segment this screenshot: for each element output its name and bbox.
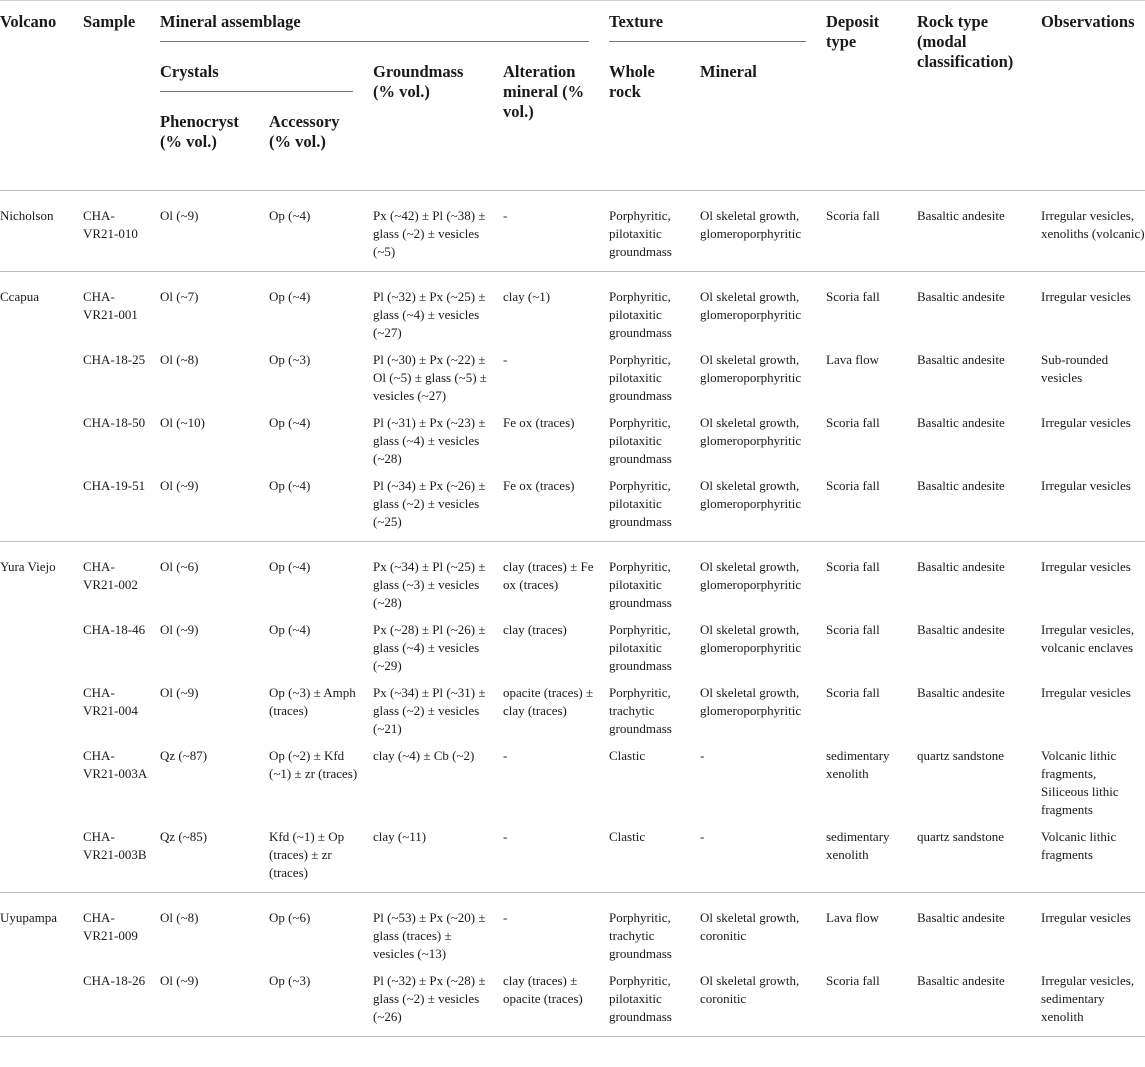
- cell-accessory: Op (~3): [269, 963, 373, 1037]
- cell-whole-rock: Porphyritic, pilotaxitic groundmass: [609, 352, 672, 403]
- header-alteration: Alteration mineral (% vol.): [503, 52, 609, 191]
- cell-mineral: Ol skeletal growth, coronitic: [700, 910, 800, 943]
- cell-whole-rock: Porphyritic, pilotaxitic groundmass: [609, 191, 700, 272]
- cell-phenocryst: Qz (~85): [160, 819, 269, 893]
- cell-groundmass: clay (~4) ± Cb (~2): [373, 748, 475, 763]
- cell-deposit-type: Lava flow: [826, 352, 880, 367]
- cell-phenocryst: Ol (~9): [160, 468, 269, 542]
- cell-whole-rock: Porphyritic, pilotaxitic groundmass: [609, 622, 672, 673]
- cell-groundmass: Pl (~31) ± Px (~23) ± glass (~4) ± vesicles (~28): [373, 415, 486, 466]
- cell-volcano: [0, 342, 83, 405]
- cell-deposit-type: Scoria fall: [826, 559, 880, 574]
- cell-observations: Irregular vesicles: [1041, 559, 1131, 574]
- cell-whole-rock: Porphyritic, pilotaxitic groundmass: [609, 289, 672, 340]
- cell-whole-rock: Porphyritic, pilotaxitic groundmass: [609, 415, 672, 466]
- cell-alteration: clay (traces) ± opacite (traces): [503, 963, 609, 1037]
- header-mineral-assemblage: Mineral assemblage: [160, 2, 609, 52]
- table-row: [0, 468, 1145, 542]
- cell-deposit-type: Scoria fall: [826, 685, 880, 700]
- cell-alteration: Fe ox (traces): [503, 468, 609, 542]
- cell-accessory: Op (~6): [269, 910, 311, 925]
- cell-accessory: Kfd (~1) ± Op (traces) ± zr (traces): [269, 819, 373, 893]
- cell-volcano: [0, 963, 83, 1037]
- cell-mineral: Ol skeletal growth, glomeroporphyritic: [700, 685, 802, 718]
- cell-volcano: Uyupampa: [0, 910, 58, 925]
- cell-sample: CHA-18-50: [83, 415, 146, 430]
- table-row: [0, 675, 1145, 738]
- top-rule: [0, 0, 1145, 1]
- cell-rock-type: Basaltic andesite: [917, 415, 1005, 430]
- cell-sample: CHA-19-51: [83, 468, 160, 542]
- cell-rock-type: Basaltic andesite: [917, 352, 1005, 367]
- cell-rock-type: Basaltic andesite: [917, 289, 1005, 304]
- cell-phenocryst: Ol (~8): [160, 910, 199, 925]
- cell-groundmass: Px (~34) ± Pl (~31) ± glass (~2) ± vesicles (~21): [373, 685, 486, 736]
- cell-groundmass: Pl (~30) ± Px (~22) ± Ol (~5) ± glass (~5) ± vesicles (~27): [373, 352, 487, 403]
- cell-volcano: [0, 612, 83, 675]
- cell-groundmass: Px (~42) ± Pl (~38) ± glass (~2) ± vesicles (~5): [373, 191, 503, 272]
- header-accessory: Accessory (% vol.): [269, 102, 373, 191]
- cell-whole-rock: Porphyritic, pilotaxitic groundmass: [609, 963, 700, 1037]
- cell-alteration: clay (traces) ± Fe ox (traces): [503, 559, 594, 592]
- cell-accessory: Op (~3): [269, 352, 311, 367]
- cell-sample: CHA-18-26: [83, 963, 160, 1037]
- cell-deposit-type: Lava flow: [826, 910, 880, 925]
- cell-observations: Irregular vesicles, xenoliths (volcanic): [1041, 191, 1145, 272]
- cell-rock-type: Basaltic andesite: [917, 468, 1041, 542]
- cell-accessory: Op (~4): [269, 622, 311, 637]
- cell-mineral: Ol skeletal growth, glomeroporphyritic: [700, 352, 802, 385]
- cell-alteration: -: [503, 748, 508, 763]
- cell-phenocryst: Ol (~9): [160, 963, 269, 1037]
- header-groundmass: Groundmass (% vol.): [373, 52, 503, 191]
- cell-alteration: -: [503, 819, 609, 893]
- cell-groundmass: Px (~34) ± Pl (~25) ± glass (~3) ± vesicles (~28): [373, 559, 486, 610]
- cell-rock-type: Basaltic andesite: [917, 559, 1005, 574]
- cell-alteration: Fe ox (traces): [503, 415, 575, 430]
- cell-whole-rock: Clastic: [609, 819, 700, 893]
- cell-volcano: Nicholson: [0, 191, 83, 272]
- cell-deposit-type: Scoria fall: [826, 289, 880, 304]
- cell-sample: CHA-18-46: [83, 622, 146, 637]
- cell-groundmass: Pl (~34) ± Px (~26) ± glass (~2) ± vesicles (~25): [373, 468, 503, 542]
- cell-groundmass: Pl (~32) ± Px (~28) ± glass (~2) ± vesicles (~26): [373, 963, 503, 1037]
- cell-alteration: opacite (traces) ± clay (traces): [503, 685, 594, 718]
- cell-alteration: -: [503, 191, 609, 272]
- cell-accessory: Op (~2) ± Kfd (~1) ± zr (traces): [269, 748, 358, 781]
- cell-rock-type: Basaltic andesite: [917, 622, 1005, 637]
- header-mineral: Mineral: [700, 52, 826, 191]
- cell-accessory: Op (~4): [269, 191, 373, 272]
- cell-volcano: [0, 819, 83, 893]
- header-whole-rock: Whole rock: [609, 52, 700, 191]
- table-row: [0, 738, 1145, 819]
- cell-observations: Volcanic lithic fragments: [1041, 819, 1145, 893]
- cell-volcano: Ccapua: [0, 289, 39, 304]
- cell-mineral: Ol skeletal growth, glomeroporphyritic: [700, 415, 802, 448]
- cell-phenocryst: Ol (~9): [160, 622, 199, 637]
- cell-phenocryst: Ol (~8): [160, 352, 199, 367]
- cell-rock-type: quartz sandstone: [917, 748, 1005, 763]
- table-row: [0, 893, 1145, 964]
- cell-whole-rock: Porphyritic, pilotaxitic groundmass: [609, 468, 700, 542]
- header-rock-type: Rock type (modal classification): [917, 2, 1041, 191]
- cell-mineral: Ol skeletal growth, glomeroporphyritic: [700, 289, 802, 322]
- table-row: [0, 612, 1145, 675]
- cell-alteration: -: [503, 910, 508, 925]
- table-row: [0, 819, 1145, 893]
- cell-deposit-type: Scoria fall: [826, 415, 880, 430]
- cell-sample: CHA-VR21-002: [83, 559, 138, 592]
- cell-groundmass: Pl (~32) ± Px (~25) ± glass (~4) ± vesicles (~27): [373, 289, 486, 340]
- cell-accessory: Op (~3) ± Amph (traces): [269, 685, 356, 718]
- table-row: [0, 963, 1145, 1037]
- cell-deposit-type: sedimentary xenolith: [826, 748, 890, 781]
- cell-mineral: Ol skeletal growth, glomeroporphyritic: [700, 468, 826, 542]
- table-row: [0, 272, 1145, 343]
- cell-sample: CHA-VR21-009: [83, 910, 138, 943]
- header-sample: Sample: [83, 2, 160, 191]
- cell-observations: Irregular vesicles: [1041, 910, 1131, 925]
- cell-mineral: Ol skeletal growth, coronitic: [700, 963, 826, 1037]
- header-deposit-type: Deposit type: [826, 2, 917, 191]
- cell-deposit-type: Scoria fall: [826, 468, 917, 542]
- header-texture: Texture: [609, 2, 826, 52]
- cell-mineral: Ol skeletal growth, glomeroporphyritic: [700, 622, 802, 655]
- cell-observations: Irregular vesicles, volcanic enclaves: [1041, 622, 1135, 655]
- cell-groundmass: Px (~28) ± Pl (~26) ± glass (~4) ± vesicles (~29): [373, 622, 486, 673]
- table-row: [0, 342, 1145, 405]
- cell-alteration: -: [503, 352, 508, 367]
- cell-rock-type: quartz sandstone: [917, 819, 1041, 893]
- cell-observations: Irregular vesicles: [1041, 415, 1131, 430]
- cell-alteration: clay (traces): [503, 622, 567, 637]
- cell-observations: Irregular vesicles, sedimentary xenolith: [1041, 963, 1145, 1037]
- cell-deposit-type: Scoria fall: [826, 963, 917, 1037]
- cell-sample: CHA-VR21-003A: [83, 748, 148, 781]
- cell-whole-rock: Porphyritic, pilotaxitic groundmass: [609, 559, 672, 610]
- cell-sample: CHA-VR21-001: [83, 289, 138, 322]
- cell-sample: CHA-VR21-004: [83, 685, 138, 718]
- cell-accessory: Op (~4): [269, 415, 311, 430]
- cell-observations: Sub-rounded vesicles: [1041, 352, 1109, 385]
- cell-observations: Irregular vesicles: [1041, 289, 1131, 304]
- cell-phenocryst: Ol (~6): [160, 559, 199, 574]
- cell-mineral: Ol skeletal growth, glomeroporphyritic: [700, 191, 826, 272]
- header-volcano: Volcano: [0, 2, 83, 191]
- cell-volcano: [0, 675, 83, 738]
- cell-phenocryst: Ol (~9): [160, 191, 269, 272]
- cell-observations: Volcanic lithic fragments, Siliceous lithic fragments: [1041, 748, 1119, 817]
- cell-accessory: Op (~4): [269, 289, 311, 304]
- table-row: [0, 191, 1145, 272]
- cell-phenocryst: Qz (~87): [160, 748, 208, 763]
- cell-deposit-type: sedimentary xenolith: [826, 819, 917, 893]
- cell-phenocryst: Ol (~9): [160, 685, 199, 700]
- table-row: [0, 405, 1145, 468]
- cell-volcano: Yura Viejo: [0, 559, 56, 574]
- cell-volcano: [0, 468, 83, 542]
- cell-groundmass: clay (~11): [373, 819, 503, 893]
- table-row: [0, 542, 1145, 613]
- cell-accessory: Op (~4): [269, 559, 311, 574]
- cell-mineral: -: [700, 748, 705, 763]
- cell-phenocryst: Ol (~7): [160, 289, 199, 304]
- cell-sample: CHA-VR21-003B: [83, 819, 160, 893]
- cell-deposit-type: Scoria fall: [826, 191, 917, 272]
- cell-whole-rock: Porphyritic, trachytic groundmass: [609, 910, 672, 961]
- cell-sample: CHA-18-25: [83, 352, 146, 367]
- cell-volcano: [0, 405, 83, 468]
- cell-sample: CHA-VR21-010: [83, 191, 160, 272]
- header-crystals: Crystals: [160, 52, 373, 102]
- cell-phenocryst: Ol (~10): [160, 415, 205, 430]
- cell-rock-type: Basaltic andesite: [917, 910, 1005, 925]
- cell-rock-type: Basaltic andesite: [917, 191, 1041, 272]
- cell-rock-type: Basaltic andesite: [917, 685, 1005, 700]
- header-phenocryst: Phenocryst (% vol.): [160, 102, 269, 191]
- cell-observations: Irregular vesicles: [1041, 468, 1145, 542]
- header-observations: Observations: [1041, 2, 1145, 191]
- cell-mineral: Ol skeletal growth, glomeroporphyritic: [700, 559, 802, 592]
- cell-volcano: [0, 738, 83, 819]
- cell-whole-rock: Clastic: [609, 748, 646, 763]
- cell-mineral: -: [700, 819, 826, 893]
- petrography-table: [0, 2, 1145, 1037]
- cell-groundmass: Pl (~53) ± Px (~20) ± glass (traces) ± vesicles (~13): [373, 910, 486, 961]
- cell-rock-type: Basaltic andesite: [917, 963, 1041, 1037]
- cell-accessory: Op (~4): [269, 468, 373, 542]
- cell-deposit-type: Scoria fall: [826, 622, 880, 637]
- cell-observations: Irregular vesicles: [1041, 685, 1131, 700]
- cell-alteration: clay (~1): [503, 289, 551, 304]
- cell-whole-rock: Porphyritic, trachytic groundmass: [609, 685, 672, 736]
